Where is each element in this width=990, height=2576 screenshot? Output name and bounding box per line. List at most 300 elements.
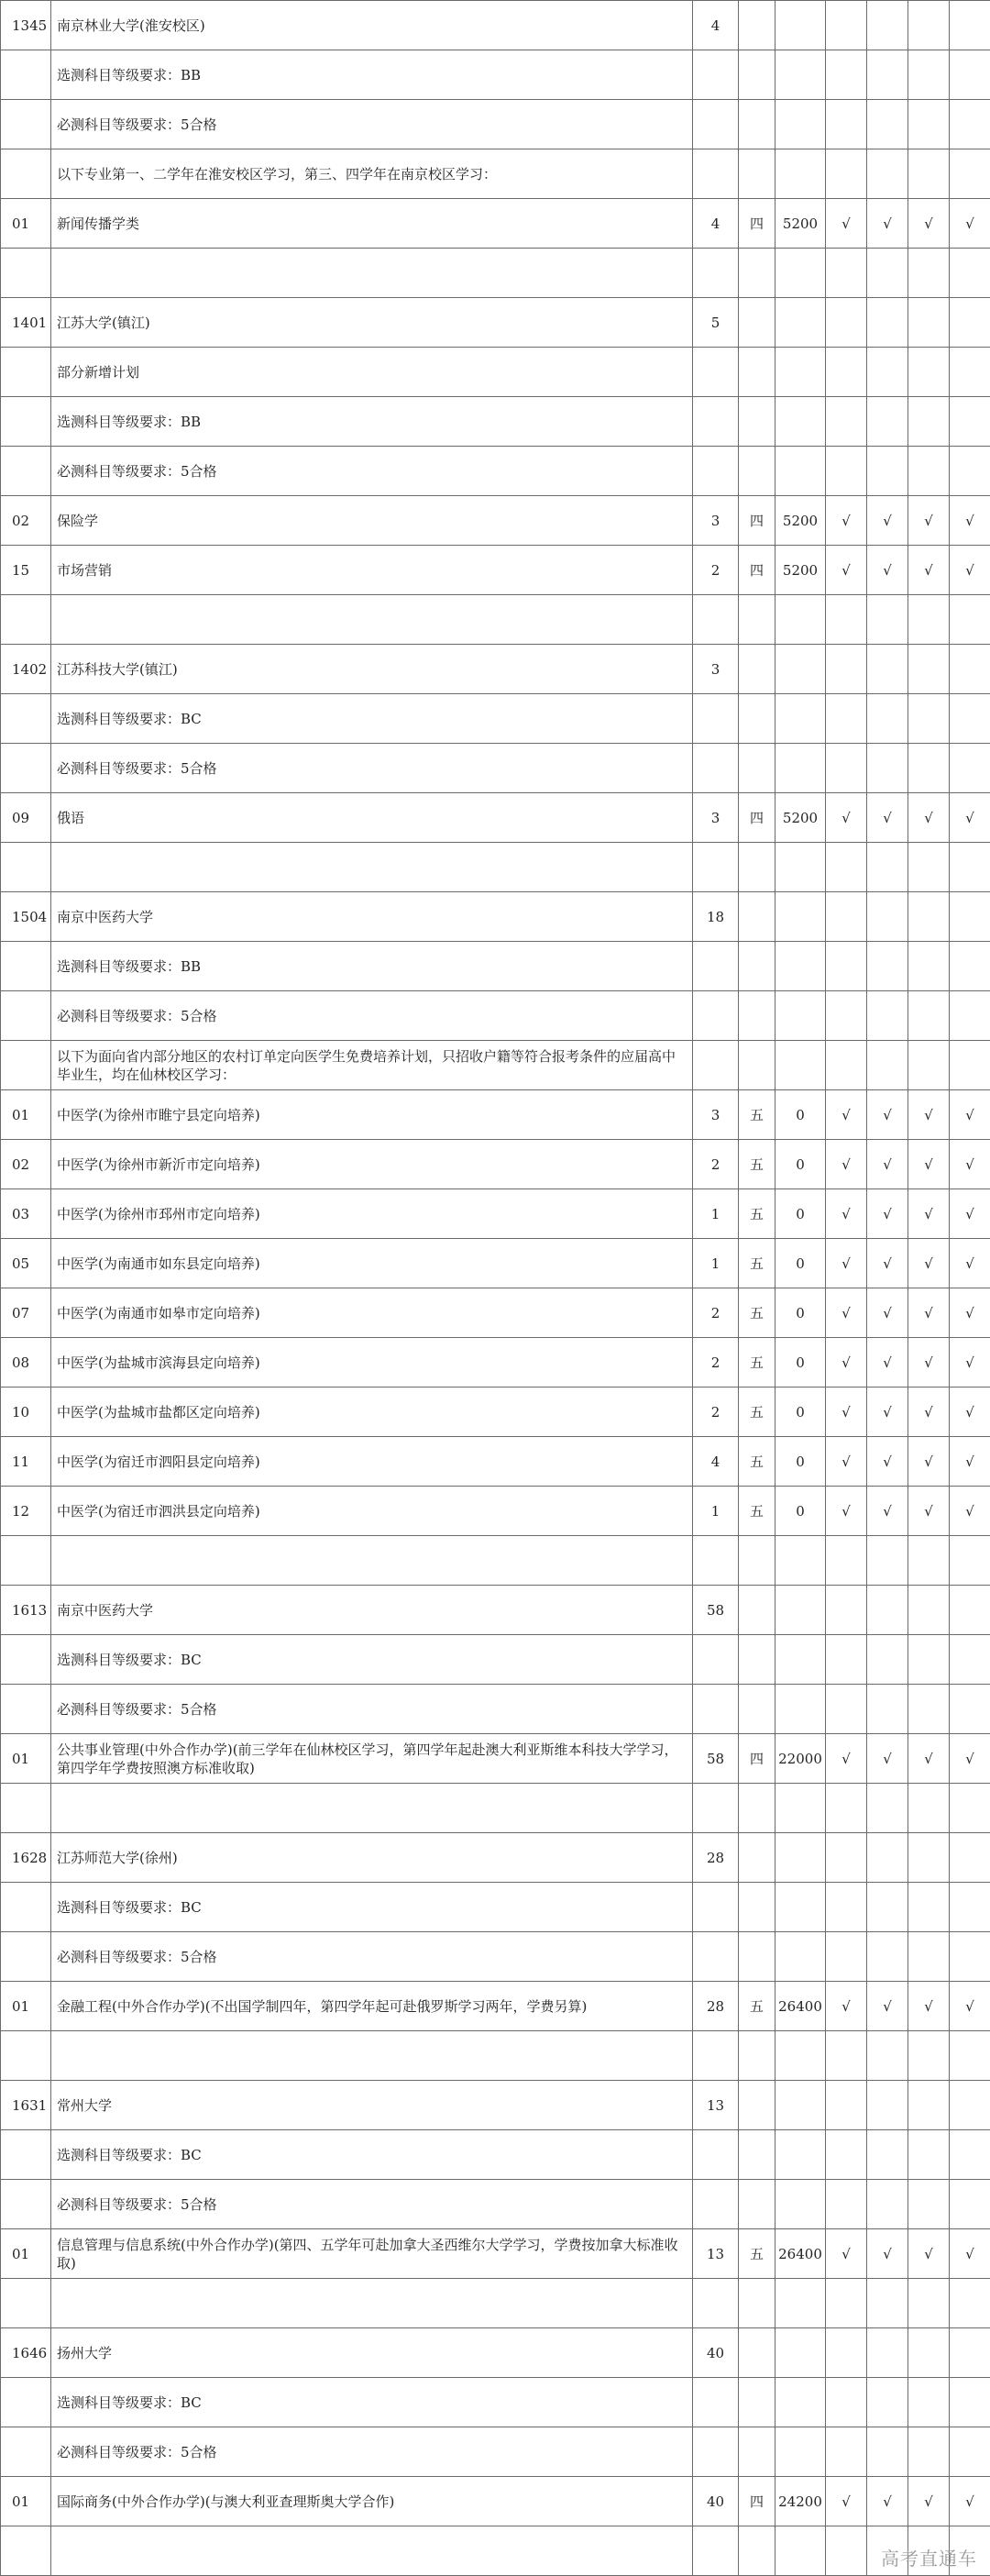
name-cell: 中医学(为宿迁市泗洪县定向培养) bbox=[51, 1487, 693, 1536]
table-row bbox=[1, 991, 990, 1041]
subject-check-3 bbox=[908, 645, 950, 694]
subject-check-2 bbox=[867, 645, 908, 694]
fee-cell: 0 bbox=[776, 1487, 826, 1536]
years-cell bbox=[739, 942, 776, 991]
name-cell: 必测科目等级要求：5合格 bbox=[51, 991, 693, 1041]
table-row bbox=[1, 149, 990, 199]
subject-check-1 bbox=[826, 2031, 867, 2081]
subject-check-3 bbox=[908, 744, 950, 793]
code-cell bbox=[1, 1932, 51, 1982]
subject-check-2: √ bbox=[867, 1090, 908, 1140]
code-cell: 02 bbox=[1, 496, 51, 546]
table-row bbox=[1, 2130, 990, 2180]
subject-check-4 bbox=[950, 843, 990, 892]
subject-check-3 bbox=[908, 149, 950, 199]
fee-cell bbox=[776, 2130, 826, 2180]
fee-cell bbox=[776, 1883, 826, 1932]
subject-check-3 bbox=[908, 2378, 950, 2427]
years-cell: 五 bbox=[739, 1288, 776, 1338]
subject-check-4 bbox=[950, 991, 990, 1041]
table-row bbox=[1, 1338, 990, 1388]
code-cell bbox=[1, 348, 51, 397]
subject-check-1 bbox=[826, 100, 867, 149]
subject-check-1 bbox=[826, 942, 867, 991]
years-cell bbox=[739, 348, 776, 397]
table-row bbox=[1, 793, 990, 843]
subject-check-4: √ bbox=[950, 1338, 990, 1388]
fee-cell bbox=[776, 2180, 826, 2229]
name-cell: 必测科目等级要求：5合格 bbox=[51, 744, 693, 793]
years-cell: 五 bbox=[739, 1140, 776, 1189]
name-cell: 中医学(为盐城市滨海县定向培养) bbox=[51, 1338, 693, 1388]
years-cell bbox=[739, 1635, 776, 1685]
subject-check-4 bbox=[950, 2180, 990, 2229]
fee-cell bbox=[776, 2031, 826, 2081]
plan-count-cell: 1 bbox=[693, 1487, 739, 1536]
name-cell bbox=[51, 2031, 693, 2081]
subject-check-2: √ bbox=[867, 1734, 908, 1784]
fee-cell bbox=[776, 1932, 826, 1982]
subject-check-1: √ bbox=[826, 1338, 867, 1388]
table-row bbox=[1, 2031, 990, 2081]
subject-check-4: √ bbox=[950, 2477, 990, 2526]
subject-check-2 bbox=[867, 1586, 908, 1635]
fee-cell bbox=[776, 100, 826, 149]
subject-check-1 bbox=[826, 1635, 867, 1685]
subject-check-4 bbox=[950, 447, 990, 496]
fee-cell: 22000 bbox=[776, 1734, 826, 1784]
plan-count-cell bbox=[693, 991, 739, 1041]
code-cell bbox=[1, 843, 51, 892]
subject-check-4: √ bbox=[950, 2229, 990, 2279]
subject-check-4 bbox=[950, 348, 990, 397]
subject-check-4 bbox=[950, 1041, 990, 1090]
plan-count-cell: 5 bbox=[693, 298, 739, 348]
plan-count-cell: 2 bbox=[693, 1338, 739, 1388]
fee-cell bbox=[776, 249, 826, 298]
years-cell bbox=[739, 447, 776, 496]
fee-cell: 0 bbox=[776, 1189, 826, 1239]
subject-check-4 bbox=[950, 249, 990, 298]
subject-check-2 bbox=[867, 50, 908, 100]
subject-check-1 bbox=[826, 447, 867, 496]
years-cell bbox=[739, 595, 776, 645]
subject-check-1 bbox=[826, 991, 867, 1041]
years-cell: 五 bbox=[739, 1239, 776, 1288]
years-cell: 五 bbox=[739, 1437, 776, 1487]
fee-cell bbox=[776, 2427, 826, 2477]
subject-check-2 bbox=[867, 2378, 908, 2427]
table-row bbox=[1, 1635, 990, 1685]
code-cell bbox=[1, 2378, 51, 2427]
code-cell: 07 bbox=[1, 1288, 51, 1338]
subject-check-1: √ bbox=[826, 1982, 867, 2031]
subject-check-1: √ bbox=[826, 1487, 867, 1536]
name-cell: 金融工程(中外合作办学)(不出国学制四年，第四学年起可赴俄罗斯学习两年，学费另算) bbox=[51, 1982, 693, 2031]
subject-check-3 bbox=[908, 694, 950, 744]
subject-check-4 bbox=[950, 1586, 990, 1635]
plan-count-cell bbox=[693, 2180, 739, 2229]
years-cell bbox=[739, 1586, 776, 1635]
subject-check-4 bbox=[950, 2031, 990, 2081]
subject-check-1 bbox=[826, 50, 867, 100]
subject-check-4 bbox=[950, 2328, 990, 2378]
subject-check-3: √ bbox=[908, 546, 950, 595]
fee-cell: 0 bbox=[776, 1388, 826, 1437]
name-cell: 俄语 bbox=[51, 793, 693, 843]
years-cell bbox=[739, 645, 776, 694]
years-cell bbox=[739, 2526, 776, 2576]
subject-check-4: √ bbox=[950, 793, 990, 843]
years-cell bbox=[739, 2130, 776, 2180]
fee-cell bbox=[776, 744, 826, 793]
table-row bbox=[1, 2378, 990, 2427]
name-cell: 中医学(为徐州市邳州市定向培养) bbox=[51, 1189, 693, 1239]
plan-count-cell: 2 bbox=[693, 546, 739, 595]
subject-check-1: √ bbox=[826, 1239, 867, 1288]
plan-count-cell: 2 bbox=[693, 1140, 739, 1189]
name-cell: 中医学(为宿迁市泗阳县定向培养) bbox=[51, 1437, 693, 1487]
fee-cell bbox=[776, 2279, 826, 2328]
years-cell bbox=[739, 1883, 776, 1932]
table-row bbox=[1, 2427, 990, 2477]
code-cell bbox=[1, 595, 51, 645]
name-cell: 南京林业大学(淮安校区) bbox=[51, 1, 693, 50]
plan-count-cell: 13 bbox=[693, 2229, 739, 2279]
fee-cell bbox=[776, 595, 826, 645]
fee-cell bbox=[776, 2378, 826, 2427]
table-row bbox=[1, 1932, 990, 1982]
subject-check-4 bbox=[950, 1685, 990, 1734]
subject-check-4 bbox=[950, 694, 990, 744]
fee-cell: 5200 bbox=[776, 793, 826, 843]
fee-cell bbox=[776, 1784, 826, 1833]
code-cell: 01 bbox=[1, 1982, 51, 2031]
years-cell bbox=[739, 50, 776, 100]
name-cell: 必测科目等级要求：5合格 bbox=[51, 1685, 693, 1734]
name-cell: 中医学(为南通市如东县定向培养) bbox=[51, 1239, 693, 1288]
subject-check-3 bbox=[908, 1883, 950, 1932]
subject-check-4 bbox=[950, 1635, 990, 1685]
fee-cell: 0 bbox=[776, 1288, 826, 1338]
subject-check-3: √ bbox=[908, 496, 950, 546]
table-row bbox=[1, 546, 990, 595]
plan-count-cell bbox=[693, 447, 739, 496]
years-cell bbox=[739, 1536, 776, 1586]
name-cell: 选测科目等级要求：BC bbox=[51, 694, 693, 744]
subject-check-1 bbox=[826, 298, 867, 348]
subject-check-1 bbox=[826, 2081, 867, 2130]
plan-count-cell: 4 bbox=[693, 1437, 739, 1487]
subject-check-4 bbox=[950, 100, 990, 149]
years-cell bbox=[739, 843, 776, 892]
code-cell bbox=[1, 397, 51, 447]
fee-cell: 0 bbox=[776, 1090, 826, 1140]
table-row bbox=[1, 496, 990, 546]
subject-check-1 bbox=[826, 1883, 867, 1932]
plan-count-cell: 4 bbox=[693, 199, 739, 249]
plan-count-cell: 2 bbox=[693, 1288, 739, 1338]
subject-check-3: √ bbox=[908, 1982, 950, 2031]
name-cell: 江苏师范大学(徐州) bbox=[51, 1833, 693, 1883]
fee-cell bbox=[776, 942, 826, 991]
years-cell bbox=[739, 2180, 776, 2229]
name-cell: 必测科目等级要求：5合格 bbox=[51, 100, 693, 149]
subject-check-4 bbox=[950, 298, 990, 348]
subject-check-3: √ bbox=[908, 1388, 950, 1437]
name-cell: 扬州大学 bbox=[51, 2328, 693, 2378]
subject-check-2 bbox=[867, 2328, 908, 2378]
code-cell: 1646 bbox=[1, 2328, 51, 2378]
years-cell: 四 bbox=[739, 793, 776, 843]
subject-check-2: √ bbox=[867, 496, 908, 546]
years-cell bbox=[739, 2328, 776, 2378]
plan-count-cell bbox=[693, 1041, 739, 1090]
subject-check-2 bbox=[867, 397, 908, 447]
subject-check-3 bbox=[908, 50, 950, 100]
subject-check-4 bbox=[950, 1536, 990, 1586]
years-cell bbox=[739, 1685, 776, 1734]
plan-count-cell bbox=[693, 149, 739, 199]
fee-cell bbox=[776, 149, 826, 199]
plan-count-cell: 1 bbox=[693, 1239, 739, 1288]
code-cell: 1402 bbox=[1, 645, 51, 694]
fee-cell bbox=[776, 892, 826, 942]
table-row bbox=[1, 447, 990, 496]
plan-count-cell bbox=[693, 1685, 739, 1734]
subject-check-3 bbox=[908, 100, 950, 149]
subject-check-1: √ bbox=[826, 1288, 867, 1338]
name-cell bbox=[51, 2279, 693, 2328]
subject-check-3 bbox=[908, 991, 950, 1041]
subject-check-1: √ bbox=[826, 1734, 867, 1784]
subject-check-1 bbox=[826, 2427, 867, 2477]
subject-check-2 bbox=[867, 149, 908, 199]
plan-count-cell: 40 bbox=[693, 2477, 739, 2526]
subject-check-4: √ bbox=[950, 199, 990, 249]
fee-cell bbox=[776, 1586, 826, 1635]
years-cell bbox=[739, 298, 776, 348]
subject-check-2 bbox=[867, 991, 908, 1041]
plan-count-cell bbox=[693, 694, 739, 744]
table-row bbox=[1, 2180, 990, 2229]
subject-check-2 bbox=[867, 744, 908, 793]
subject-check-4: √ bbox=[950, 1388, 990, 1437]
table-row bbox=[1, 1437, 990, 1487]
subject-check-3 bbox=[908, 942, 950, 991]
table-row bbox=[1, 1239, 990, 1288]
subject-check-3 bbox=[908, 2427, 950, 2477]
subject-check-1 bbox=[826, 1041, 867, 1090]
code-cell: 12 bbox=[1, 1487, 51, 1536]
subject-check-2 bbox=[867, 892, 908, 942]
subject-check-4 bbox=[950, 50, 990, 100]
subject-check-1 bbox=[826, 2279, 867, 2328]
name-cell: 公共事业管理(中外合作办学)(前三学年在仙林校区学习，第四学年起赴澳大利亚斯维本科技大学学习，第四学年学费按照澳方标准收取) bbox=[51, 1734, 693, 1784]
code-cell bbox=[1, 1784, 51, 1833]
subject-check-1: √ bbox=[826, 1140, 867, 1189]
subject-check-3 bbox=[908, 1536, 950, 1586]
fee-cell: 0 bbox=[776, 1437, 826, 1487]
years-cell bbox=[739, 2378, 776, 2427]
code-cell: 1345 bbox=[1, 1, 51, 50]
code-cell bbox=[1, 2130, 51, 2180]
years-cell bbox=[739, 1833, 776, 1883]
table-body bbox=[1, 1, 990, 2576]
subject-check-2: √ bbox=[867, 1388, 908, 1437]
subject-check-1: √ bbox=[826, 199, 867, 249]
name-cell: 必测科目等级要求：5合格 bbox=[51, 2427, 693, 2477]
code-cell: 1628 bbox=[1, 1833, 51, 1883]
table-row bbox=[1, 1288, 990, 1338]
fee-cell bbox=[776, 348, 826, 397]
table-row bbox=[1, 1586, 990, 1635]
subject-check-3: √ bbox=[908, 1140, 950, 1189]
years-cell bbox=[739, 1784, 776, 1833]
code-cell bbox=[1, 1883, 51, 1932]
name-cell bbox=[51, 249, 693, 298]
plan-count-cell: 18 bbox=[693, 892, 739, 942]
subject-check-2: √ bbox=[867, 1982, 908, 2031]
subject-check-1 bbox=[826, 595, 867, 645]
plan-count-cell bbox=[693, 2279, 739, 2328]
subject-check-1 bbox=[826, 645, 867, 694]
subject-check-3 bbox=[908, 2031, 950, 2081]
plan-count-cell bbox=[693, 2427, 739, 2477]
subject-check-4 bbox=[950, 149, 990, 199]
name-cell: 江苏大学(镇江) bbox=[51, 298, 693, 348]
subject-check-3: √ bbox=[908, 1734, 950, 1784]
subject-check-4 bbox=[950, 1784, 990, 1833]
code-cell bbox=[1, 991, 51, 1041]
years-cell bbox=[739, 1932, 776, 1982]
subject-check-1 bbox=[826, 892, 867, 942]
table-row bbox=[1, 1487, 990, 1536]
subject-check-1 bbox=[826, 843, 867, 892]
plan-count-cell: 3 bbox=[693, 1090, 739, 1140]
fee-cell bbox=[776, 298, 826, 348]
subject-check-3: √ bbox=[908, 1090, 950, 1140]
subject-check-3 bbox=[908, 595, 950, 645]
table-row bbox=[1, 1685, 990, 1734]
code-cell bbox=[1, 50, 51, 100]
subject-check-2 bbox=[867, 348, 908, 397]
code-cell: 09 bbox=[1, 793, 51, 843]
years-cell: 四 bbox=[739, 496, 776, 546]
plan-count-cell bbox=[693, 2526, 739, 2576]
code-cell bbox=[1, 1041, 51, 1090]
plan-count-cell: 58 bbox=[693, 1586, 739, 1635]
code-cell bbox=[1, 2279, 51, 2328]
subject-check-3 bbox=[908, 892, 950, 942]
code-cell: 1401 bbox=[1, 298, 51, 348]
name-cell: 部分新增计划 bbox=[51, 348, 693, 397]
name-cell: 信息管理与信息系统(中外合作办学)(第四、五学年可赴加拿大圣西维尔大学学习，学费按加拿大标准收取) bbox=[51, 2229, 693, 2279]
subject-check-2 bbox=[867, 1883, 908, 1932]
subject-check-2: √ bbox=[867, 1140, 908, 1189]
subject-check-4 bbox=[950, 2378, 990, 2427]
name-cell: 南京中医药大学 bbox=[51, 892, 693, 942]
code-cell: 01 bbox=[1, 2477, 51, 2526]
subject-check-1 bbox=[826, 694, 867, 744]
table-row bbox=[1, 50, 990, 100]
plan-count-cell bbox=[693, 595, 739, 645]
table-row bbox=[1, 2526, 990, 2576]
subject-check-4: √ bbox=[950, 546, 990, 595]
years-cell bbox=[739, 149, 776, 199]
code-cell: 02 bbox=[1, 1140, 51, 1189]
subject-check-2 bbox=[867, 249, 908, 298]
code-cell bbox=[1, 2031, 51, 2081]
fee-cell bbox=[776, 1685, 826, 1734]
name-cell: 国际商务(中外合作办学)(与澳大利亚查理斯奥大学合作) bbox=[51, 2477, 693, 2526]
years-cell: 五 bbox=[739, 1982, 776, 2031]
plan-count-cell: 3 bbox=[693, 793, 739, 843]
subject-check-4 bbox=[950, 2130, 990, 2180]
years-cell: 五 bbox=[739, 1189, 776, 1239]
plan-count-cell: 28 bbox=[693, 1982, 739, 2031]
subject-check-3: √ bbox=[908, 2229, 950, 2279]
table-row bbox=[1, 744, 990, 793]
subject-check-3: √ bbox=[908, 1487, 950, 1536]
plan-count-cell bbox=[693, 249, 739, 298]
subject-check-1: √ bbox=[826, 496, 867, 546]
plan-count-cell: 58 bbox=[693, 1734, 739, 1784]
subject-check-1 bbox=[826, 2130, 867, 2180]
years-cell bbox=[739, 100, 776, 149]
years-cell bbox=[739, 2081, 776, 2130]
fee-cell bbox=[776, 2328, 826, 2378]
subject-check-2: √ bbox=[867, 1338, 908, 1388]
table-row bbox=[1, 595, 990, 645]
fee-cell: 0 bbox=[776, 1140, 826, 1189]
code-cell bbox=[1, 447, 51, 496]
years-cell bbox=[739, 694, 776, 744]
subject-check-3 bbox=[908, 2130, 950, 2180]
subject-check-1 bbox=[826, 1833, 867, 1883]
code-cell bbox=[1, 942, 51, 991]
fee-cell bbox=[776, 50, 826, 100]
name-cell: 选测科目等级要求：BB bbox=[51, 50, 693, 100]
name-cell: 江苏科技大学(镇江) bbox=[51, 645, 693, 694]
subject-check-1: √ bbox=[826, 2229, 867, 2279]
subject-check-3: √ bbox=[908, 1437, 950, 1487]
plan-count-cell bbox=[693, 50, 739, 100]
fee-cell bbox=[776, 447, 826, 496]
subject-check-4: √ bbox=[950, 1140, 990, 1189]
subject-check-1 bbox=[826, 744, 867, 793]
fee-cell bbox=[776, 397, 826, 447]
name-cell: 必测科目等级要求：5合格 bbox=[51, 447, 693, 496]
subject-check-2 bbox=[867, 595, 908, 645]
subject-check-1: √ bbox=[826, 1189, 867, 1239]
subject-check-2 bbox=[867, 2031, 908, 2081]
fee-cell: 5200 bbox=[776, 496, 826, 546]
table-row bbox=[1, 1536, 990, 1586]
fee-cell bbox=[776, 1635, 826, 1685]
table-row bbox=[1, 645, 990, 694]
plan-count-cell bbox=[693, 942, 739, 991]
table-row bbox=[1, 843, 990, 892]
years-cell bbox=[739, 2031, 776, 2081]
subject-check-3 bbox=[908, 1586, 950, 1635]
name-cell: 中医学(为徐州市新沂市定向培养) bbox=[51, 1140, 693, 1189]
name-cell: 保险学 bbox=[51, 496, 693, 546]
years-cell bbox=[739, 397, 776, 447]
subject-check-1 bbox=[826, 1784, 867, 1833]
name-cell bbox=[51, 843, 693, 892]
plan-count-cell bbox=[693, 843, 739, 892]
